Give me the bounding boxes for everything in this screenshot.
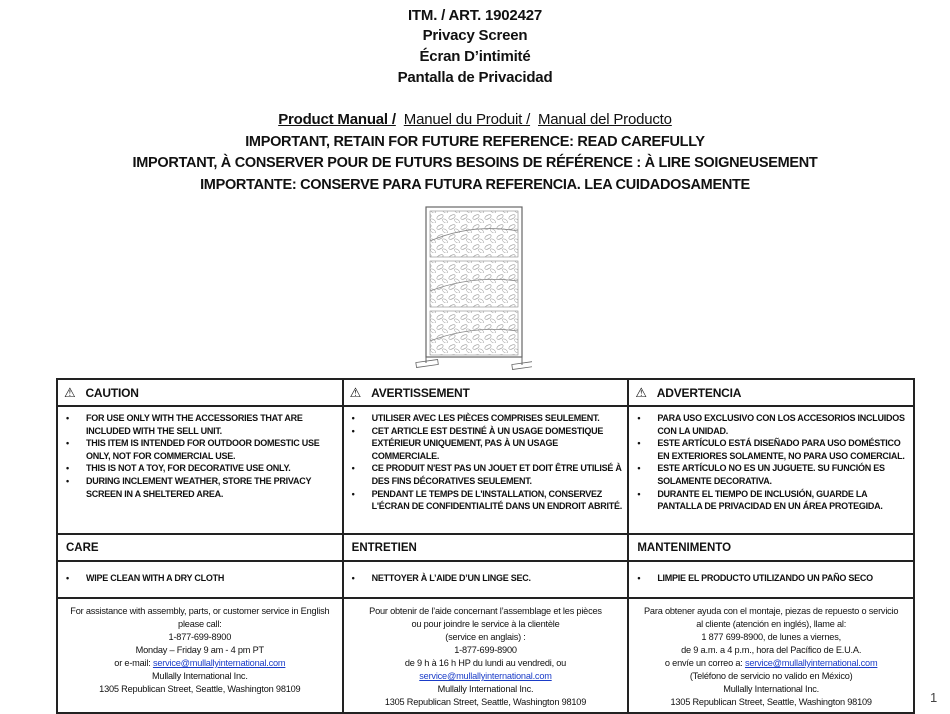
contact-es: Para obtener ayuda con el montaje, piezas de repuesto o servicio al cliente (atención en inglés), llame al: 1 877 699-8900, de lunes a viernes, de 9 a.m. a 4 p.m., hora del Pacífico de E.U.A. o envíe un correo a: service@mullallyinternational.com (Teléfono de servicio no valido en México) Mullally International Inc. 1305 Republican Street, Seattle, Washington 98109 (628, 598, 914, 713)
item-number: ITM. / ART. 1902427 (407, 7, 543, 24)
warning-icon: ⚠ (349, 384, 362, 400)
manual-en: Product Manual / (278, 111, 396, 128)
advertencia-list (628, 406, 914, 534)
page-number: 1 (930, 690, 938, 705)
manual-titles (0, 111, 950, 128)
avertissement-header: ⚠ AVERTISSEMENT (343, 379, 629, 406)
important-fr: IMPORTANT, À CONSERVER POUR DE FUTURS BESOINS DE RÉFÉRENCE : À LIRE SOIGNEUSEMENT (132, 155, 818, 171)
warning-icon: ⚠ (635, 384, 647, 400)
title-en: Privacy Screen (422, 27, 528, 44)
contact-fr: Pour obtenir de l’aide concernant l’assemblage et les pièces ou pour joindre le service à la clientèle (service en anglais) : 1-877-699-8900 de 9 h à 16 h HP du lundi au vendredi, ou service@mullallyinternational.com Mullally International Inc. 1305 Republican Street, Seattle, Washington 98109 (343, 598, 629, 713)
manual-es: Manual del Producto (538, 111, 672, 128)
title-es: Pantalla de Privacidad (397, 69, 553, 86)
care-header: CARE (57, 534, 343, 561)
list-item: • ESTE ARTÍCULO ESTÁ DISEÑADO PARA USO DOMÉSTICO EN EXTERIORES SOLAMENTE, NO PARA USO COMERCIAL. (635, 437, 909, 462)
advertencia-header: ⚠ ADVERTENCIA (628, 379, 914, 406)
care-text: • WIPE CLEAN WITH A DRY CLOTH (57, 561, 343, 598)
list-item: • THIS ITEM IS INTENDED FOR OUTDOOR DOMESTIC USE ONLY, NOT FOR COMMERCIAL USE. (64, 437, 338, 462)
list-item: • PENDANT LE TEMPS DE L'INSTALLATION, CONSERVEZ L'ÉCRAN DE CONFIDENTIALITÉ DANS UN ENDROIT ABRITÉ. (350, 488, 624, 513)
email-link[interactable]: service@mullallyinternational.com (744, 658, 878, 668)
privacy-screen-illustration (412, 203, 532, 371)
caution-list (57, 406, 343, 534)
list-item: • THIS IS NOT A TOY, FOR DECORATIVE USE ONLY. (64, 462, 338, 475)
important-en: IMPORTANT, RETAIN FOR FUTURE REFERENCE: READ CAREFULLY (245, 134, 705, 150)
list-item: • FOR USE ONLY WITH THE ACCESSORIES THAT ARE INCLUDED WITH THE SELL UNIT. (64, 412, 338, 437)
contact-en: For assistance with assembly, parts, or customer service in English please call: 1-877-699-8900 Monday – Friday 9 am - 4 pm PT or e-mail: service@mullallyinternational.com Mullally International Inc. 1305 Republican Street, Seattle, Washington 98109 (57, 598, 343, 713)
email-link[interactable]: service@mullallyinternational.com (152, 658, 286, 668)
list-item: • CET ARTICLE EST DESTINÉ À UN USAGE DOMESTIQUE EXTÉRIEUR UNIQUEMENT, PAS À UN USAGE COMMERCIALE. (350, 425, 624, 463)
warning-icon: ⚠ (64, 384, 76, 400)
mantenimento-header: MANTENIMENTO (628, 534, 914, 561)
title-fr: Écran D’intimité (419, 48, 531, 65)
caution-header: ⚠ CAUTION (57, 379, 343, 406)
list-item: • PARA USO EXCLUSIVO CON LOS ACCESORIOS INCLUIDOS CON LA UNIDAD. (635, 412, 909, 437)
avertissement-list (343, 406, 629, 534)
entretien-header: ENTRETIEN (343, 534, 629, 561)
mantenimento-text: • LIMPIE EL PRODUCTO UTILIZANDO UN PAÑO SECO (628, 561, 914, 598)
entretien-text: • NETTOYER À L’AIDE D’UN LINGE SEC. (343, 561, 629, 598)
important-es: IMPORTANTE: CONSERVE PARA FUTURA REFERENCIA. LEA CUIDADOSAMENTE (200, 177, 750, 193)
list-item: • DURANTE EL TIEMPO DE INCLUSIÓN, GUARDE LA PANTALLA DE PRIVACIDAD EN UN ÁREA PROTEGIDA. (635, 488, 909, 513)
info-table (56, 378, 915, 714)
list-item: • CE PRODUIT N'EST PAS UN JOUET ET DOIT ÊTRE UTILISÉ À DES FINS DÉCORATIVES SEULEMENT. (350, 462, 624, 487)
list-item: • DURING INCLEMENT WEATHER, STORE THE PRIVACY SCREEN IN A SHELTERED AREA. (64, 475, 338, 500)
list-item: • UTILISER AVEC LES PIÈCES COMPRISES SEULEMENT. (350, 412, 624, 425)
email-link[interactable]: service@mullallyinternational.com (419, 671, 552, 681)
manual-fr: Manuel du Produit / (403, 111, 531, 128)
list-item: • ESTE ARTÍCULO NO ES UN JUGUETE. SU FUNCIÓN ES SOLAMENTE DECORATIVA. (635, 462, 909, 487)
